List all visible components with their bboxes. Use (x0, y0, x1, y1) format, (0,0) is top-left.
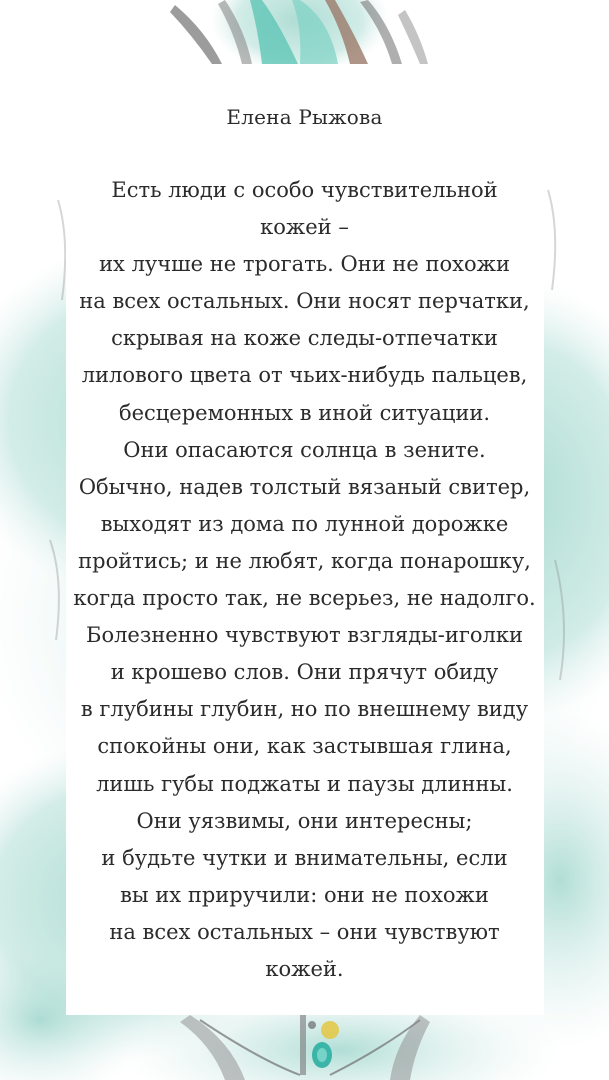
poem-line: и крошево слов. Они прячут обиду (110, 660, 499, 685)
poem-line: спокойны они, как застывшая глина, (97, 734, 512, 759)
poem-line: когда просто так, не всерьез, не надолго. (73, 586, 536, 611)
poem-line: бесцеремонных в иной ситуации. (118, 400, 491, 425)
poem-line: лилового цвета от чьих-нибудь пальцев, (81, 363, 528, 388)
poem-line: на всех остальных. Они носят перчатки, (79, 289, 530, 314)
poem-line: Обычно, надев толстый вязаный свитер, (78, 474, 531, 499)
poem-line: на всех остальных – они чувствуют (109, 919, 500, 944)
poem-line: их лучше не трогать. Они не похожи (99, 252, 510, 277)
poem-line: Болезненно чувствуют взгляды-иголки (86, 623, 523, 648)
poem-line: пройтись; и не любят, когда понарошку, (78, 548, 531, 573)
poem-line: и будьте чутки и внимательны, если (101, 845, 508, 870)
poem-line: Они опасаются солнца в зените. (123, 437, 486, 462)
poem-line: выходят из дома по лунной дорожке (100, 511, 509, 536)
poem-line: скрывая на коже следы-отпечатки (111, 326, 498, 351)
poem-text (0, 172, 609, 988)
poem-line: вы их приручили: они не похожи (120, 882, 489, 907)
poem-line: кожей – (260, 215, 349, 240)
poem-line: в глубины глубин, но по внешнему виду (80, 697, 529, 722)
poem-line: кожей. (265, 956, 344, 981)
poem-line: лишь губы поджаты и паузы длинны. (96, 771, 513, 796)
poem-author: Елена Рыжова (226, 105, 383, 129)
poem-line: Они уязвимы, они интересны; (136, 808, 473, 833)
poem-line: Есть люди с особо чувствительной (111, 178, 498, 202)
